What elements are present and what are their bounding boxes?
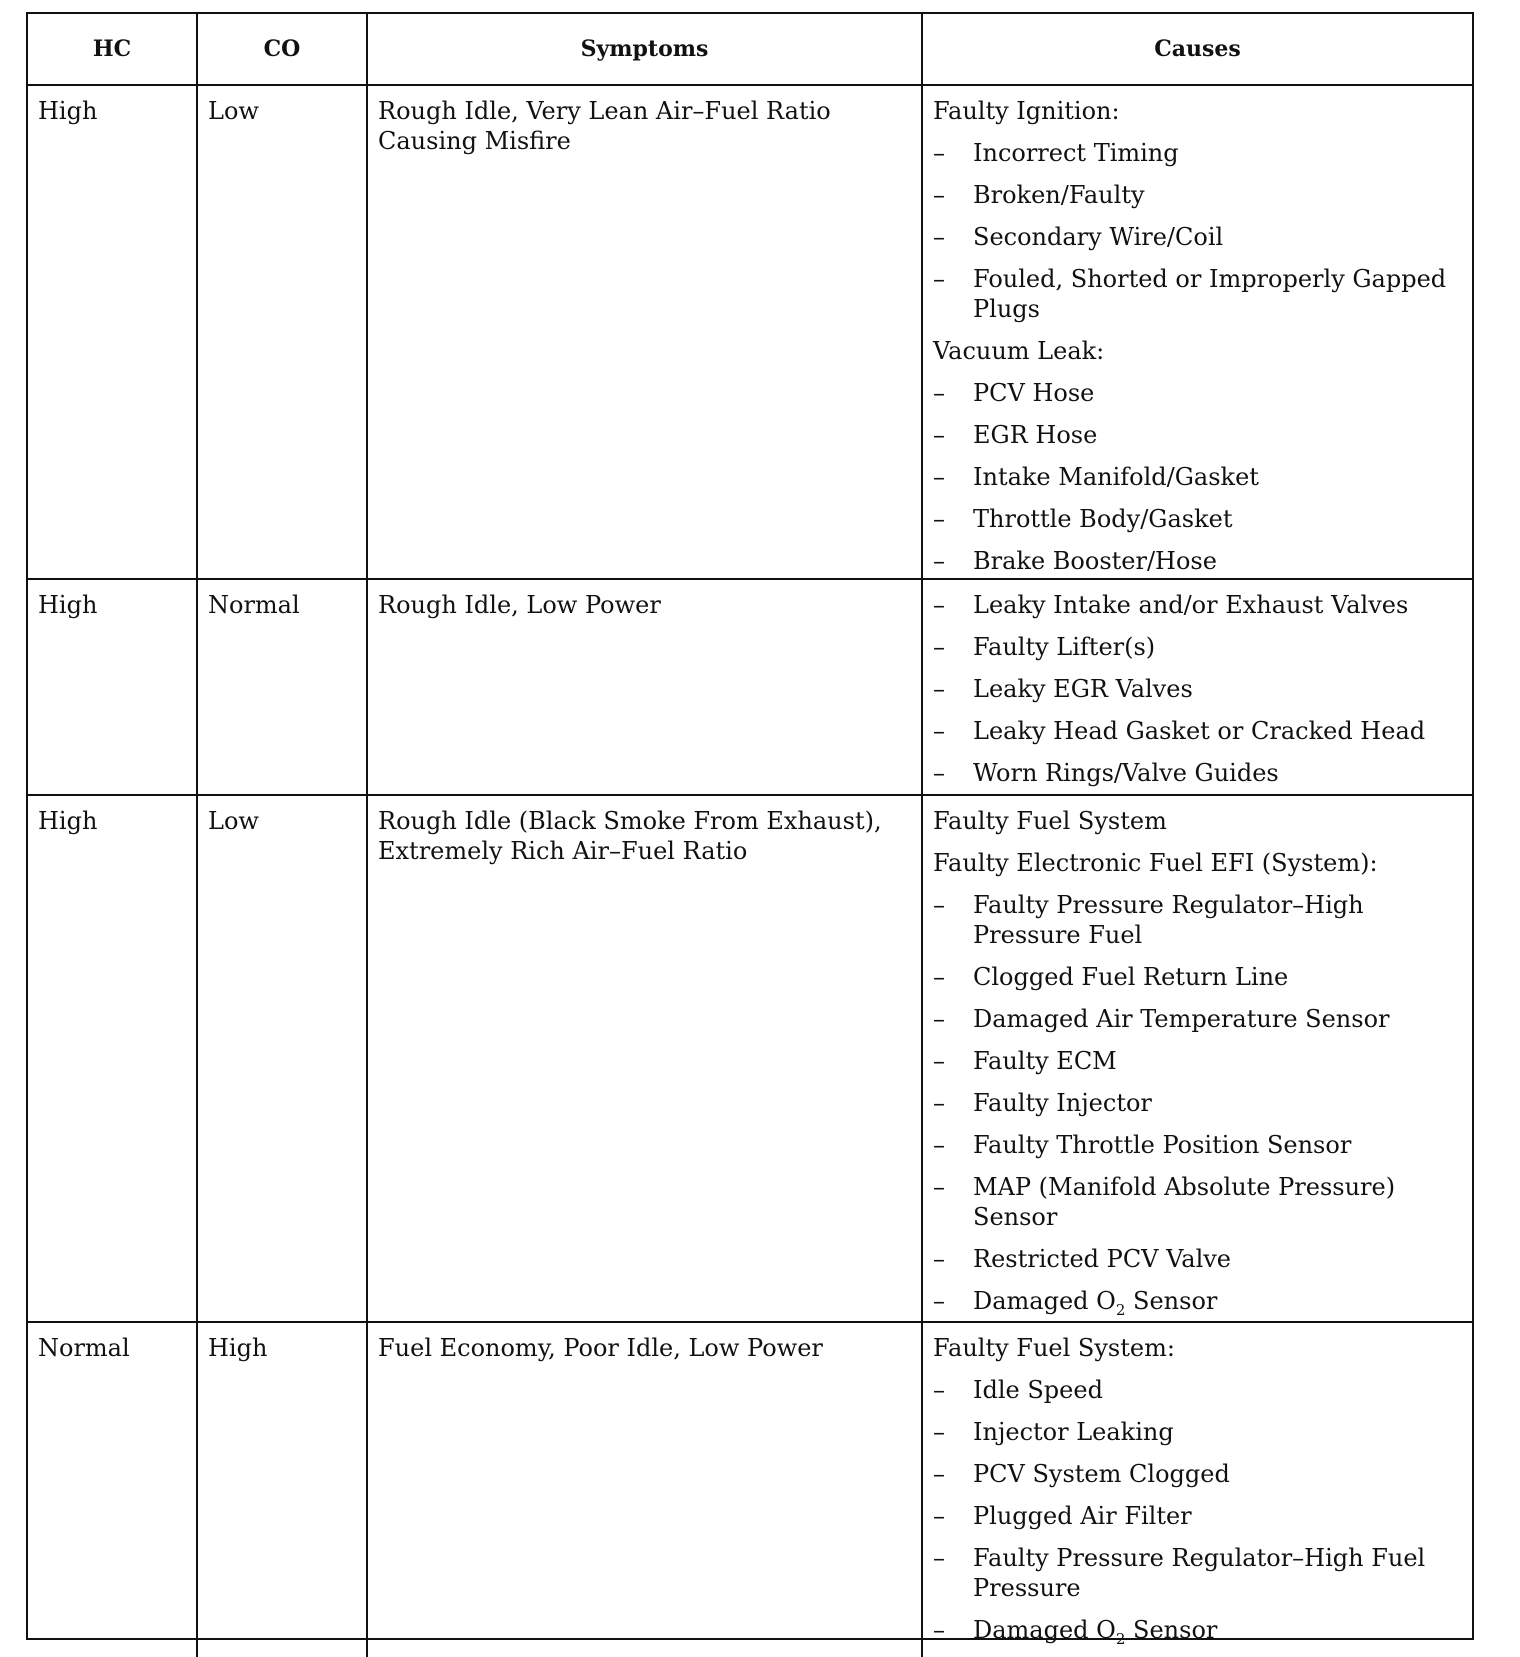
cause-item: – PCV System Clogged	[933, 1460, 1230, 1488]
cause-group-heading: Vacuum Leak:	[933, 337, 1105, 365]
row2-causes	[923, 580, 1472, 796]
header-causes: Causes	[923, 14, 1472, 86]
cause-item: – Faulty ECM	[933, 1047, 1117, 1075]
cause-item: – Clogged Fuel Return Line	[933, 963, 1289, 991]
row4-symptoms: Fuel Economy, Poor Idle, Low Power	[368, 1323, 923, 1657]
row3-hc: High	[28, 796, 198, 1323]
row1-co: Low	[198, 86, 368, 580]
cause-group-heading: Faulty Fuel System:	[933, 1334, 1175, 1362]
cause-item: – Injector Leaking	[933, 1418, 1174, 1446]
cause-item: – Secondary Wire/Coil	[933, 223, 1224, 251]
cause-item: – Incorrect Timing	[933, 139, 1179, 167]
cause-item: – MAP (Manifold Absolute Pressure) Sensor	[933, 1173, 1396, 1231]
row2-hc: High	[28, 580, 198, 796]
cause-item: – Damaged Air Temperature Sensor	[933, 1005, 1390, 1033]
row3-symptoms: Rough Idle (Black Smoke From Exhaust), Extremely Rich Air–Fuel Ratio	[368, 796, 923, 1323]
cause-item: – Worn Rings/Valve Guides	[933, 759, 1279, 787]
header-hc: HC	[28, 14, 198, 86]
cause-item: – Leaky Head Gasket or Cracked Head	[933, 717, 1426, 745]
cause-item: – Faulty Lifter(s)	[933, 633, 1156, 661]
row2-symptoms: Rough Idle, Low Power	[368, 580, 923, 796]
cause-item: – Faulty Pressure Regulator–High Pressure Fuel	[933, 891, 1364, 949]
cause-item: – PCV Hose	[933, 379, 1095, 407]
cause-item: – Brake Booster/Hose	[933, 547, 1217, 575]
cause-item-o2-sensor: – Damaged $O_2$ Sensor	[933, 1287, 1218, 1319]
header-symptoms: Symptoms	[368, 14, 923, 86]
cause-item: – EGR Hose	[933, 421, 1098, 449]
cause-item: – Throttle Body/Gasket	[933, 505, 1233, 533]
cause-group-heading: Faulty Fuel System	[933, 807, 1167, 835]
row2-co: Normal	[198, 580, 368, 796]
cause-item: – Plugged Air Filter	[933, 1502, 1192, 1530]
cause-item: – Broken/Faulty	[933, 181, 1145, 209]
row3-co: Low	[198, 796, 368, 1323]
cause-item: – Idle Speed	[933, 1376, 1103, 1404]
row1-causes	[923, 86, 1472, 580]
cause-item: – Intake Manifold/Gasket	[933, 463, 1259, 491]
header-co: CO	[198, 14, 368, 86]
cause-item: – Leaky EGR Valves	[933, 675, 1193, 703]
emissions-diagnosis-table	[26, 12, 1474, 1648]
cause-item: – Faulty Injector	[933, 1089, 1152, 1117]
cause-item: – Faulty Pressure Regulator–High Fuel Pressure	[933, 1544, 1426, 1602]
row1-symptoms: Rough Idle, Very Lean Air–Fuel Ratio Causing Misfire	[368, 86, 923, 580]
row4-hc: Normal	[28, 1323, 198, 1657]
row1-hc: High	[28, 86, 198, 580]
cause-item: – Restricted PCV Valve	[933, 1245, 1232, 1273]
row3-causes	[923, 796, 1472, 1323]
cause-item: – Leaky Intake and/or Exhaust Valves	[933, 591, 1409, 619]
cause-item: – Faulty Throttle Position Sensor	[933, 1131, 1352, 1159]
cause-item: – Fouled, Shorted or Improperly Gapped Plugs	[933, 265, 1447, 323]
row4-causes	[923, 1323, 1472, 1657]
cause-group-heading: Faulty Electronic Fuel EFI (System):	[933, 849, 1378, 877]
row4-co: High	[198, 1323, 368, 1657]
cause-item-o2-sensor: – Damaged $O_2$ Sensor	[933, 1616, 1218, 1648]
cause-group-heading: Faulty Ignition:	[933, 97, 1120, 125]
